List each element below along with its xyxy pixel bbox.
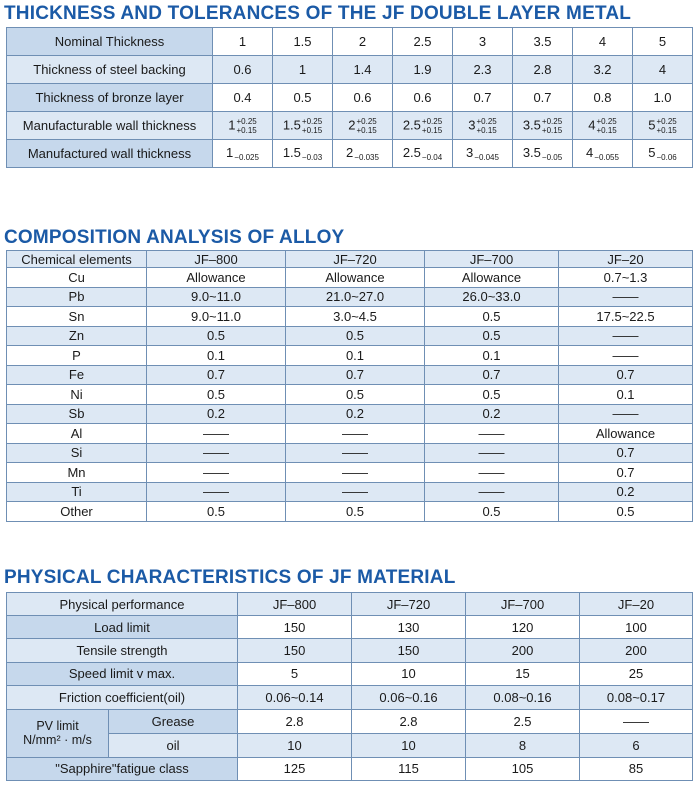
property-value: 0.08~0.17	[580, 686, 693, 709]
composition-value: ——	[286, 463, 425, 483]
tolerance-upper: +0.25	[236, 116, 257, 126]
column-header: Physical performance	[7, 593, 238, 616]
physical-row	[7, 639, 693, 662]
thickness-value: 0.4	[213, 84, 273, 112]
thickness-value: 0.5	[273, 84, 333, 112]
thickness-value: 1.9	[393, 56, 453, 84]
property-value: 100	[580, 616, 693, 639]
mfd-tolerance: −0.03	[301, 153, 323, 162]
pv-value: 8	[466, 733, 580, 757]
column-header: JF–800	[238, 593, 352, 616]
thickness-value: 0.7	[513, 84, 573, 112]
tolerance-upper: +0.25	[301, 116, 323, 126]
property-value: 25	[580, 662, 693, 685]
composition-value: ——	[147, 443, 286, 463]
column-header: Chemical elements	[7, 251, 147, 268]
composition-value: 0.7	[559, 463, 693, 483]
element-name: Fe	[7, 365, 147, 385]
row-label: Thickness of steel backing	[7, 56, 213, 84]
composition-value: 0.1	[559, 385, 693, 405]
property-value: 200	[466, 639, 580, 662]
thickness-value: 0.6	[393, 84, 453, 112]
mfd-tolerance: −0.05	[541, 153, 563, 162]
manufactured-thickness-value	[513, 140, 573, 168]
composition-value: 0.2	[425, 404, 559, 424]
mfd-base: 3.5	[522, 145, 541, 160]
tolerance-upper: +0.25	[421, 116, 443, 126]
composition-value: 0.2	[286, 404, 425, 424]
composition-value: ——	[425, 482, 559, 502]
thickness-value: 4	[633, 56, 693, 84]
thickness-value: 3	[453, 28, 513, 56]
thickness-value: 1.0	[633, 84, 693, 112]
pv-limit-label	[7, 709, 109, 757]
wall-thickness-value	[333, 112, 393, 140]
mfd-base: 2	[346, 145, 354, 160]
composition-value: 0.2	[147, 404, 286, 424]
element-name: Pb	[7, 287, 147, 307]
property-value: 10	[352, 662, 466, 685]
tolerance	[236, 117, 256, 135]
composition-row	[7, 326, 693, 346]
property-value: 0.08~0.16	[466, 686, 580, 709]
manufactured-thickness-value	[273, 140, 333, 168]
wall-thickness-value	[573, 112, 633, 140]
mfd-tolerance: −0.06	[656, 153, 677, 162]
element-name: Sn	[7, 307, 147, 327]
element-name: Sb	[7, 404, 147, 424]
thickness-row	[7, 84, 693, 112]
composition-value: 26.0~33.0	[425, 287, 559, 307]
thickness-row	[7, 56, 693, 84]
property-value: 150	[238, 639, 352, 662]
column-header: JF–720	[286, 251, 425, 268]
thickness-row	[7, 112, 693, 140]
property-label: Speed limit v max.	[7, 662, 238, 685]
composition-value: ——	[559, 346, 693, 366]
composition-value: 0.1	[286, 346, 425, 366]
manufactured-thickness-value	[333, 140, 393, 168]
property-label: Tensile strength	[7, 639, 238, 662]
composition-value: 0.5	[425, 502, 559, 522]
wall-base: 5	[648, 116, 656, 132]
composition-row	[7, 287, 693, 307]
manufactured-thickness-value	[633, 140, 693, 168]
thickness-value: 1.5	[273, 28, 333, 56]
tolerance	[422, 117, 442, 135]
lubricant-label: Grease	[109, 709, 238, 733]
thickness-value: 0.8	[573, 84, 633, 112]
physical-row	[7, 757, 693, 780]
composition-value: 0.5	[147, 385, 286, 405]
thickness-title: THICKNESS AND TOLERANCES OF THE JF DOUBLE LAYER METAL	[4, 3, 632, 24]
thickness-value: 1	[273, 56, 333, 84]
composition-value: Allowance	[559, 424, 693, 444]
wall-base: 3	[468, 116, 476, 132]
mfd-base: 5	[648, 145, 656, 160]
manufactured-thickness-value	[453, 140, 513, 168]
composition-row	[7, 443, 693, 463]
thickness-value: 3.2	[573, 56, 633, 84]
thickness-table	[6, 27, 693, 168]
row-label: Thickness of bronze layer	[7, 84, 213, 112]
composition-row	[7, 404, 693, 424]
thickness-value: 2.8	[513, 56, 573, 84]
composition-value: Allowance	[286, 268, 425, 288]
composition-row	[7, 502, 693, 522]
tolerance-upper: +0.25	[656, 116, 677, 126]
element-name: Mn	[7, 463, 147, 483]
thickness-value: 4	[573, 28, 633, 56]
pv-value: 10	[352, 733, 466, 757]
property-label: Load limit	[7, 616, 238, 639]
composition-row	[7, 365, 693, 385]
composition-value: 0.2	[559, 482, 693, 502]
composition-value: 0.7~1.3	[559, 268, 693, 288]
element-name: Cu	[7, 268, 147, 288]
thickness-value: 0.7	[453, 84, 513, 112]
mfd-base: 2.5	[402, 145, 421, 160]
composition-value: ——	[286, 482, 425, 502]
composition-row	[7, 346, 693, 366]
pv-value: 2.8	[238, 709, 352, 733]
column-header: JF–700	[466, 593, 580, 616]
property-label: "Sapphire"fatigue class	[7, 757, 238, 780]
column-header: JF–720	[352, 593, 466, 616]
composition-value: 0.5	[286, 326, 425, 346]
row-label: Nominal Thickness	[7, 28, 213, 56]
tolerance-upper: +0.25	[356, 116, 377, 126]
composition-value: ——	[147, 424, 286, 444]
tolerance	[356, 117, 376, 135]
composition-value: ——	[559, 326, 693, 346]
tolerance-upper: +0.25	[596, 116, 617, 126]
physical-row	[7, 686, 693, 709]
mfd-tolerance: −0.035	[354, 153, 379, 162]
wall-base: 1	[228, 116, 236, 132]
element-name: Si	[7, 443, 147, 463]
property-value: 115	[352, 757, 466, 780]
property-value: 5	[238, 662, 352, 685]
composition-value: ——	[559, 287, 693, 307]
property-value: 125	[238, 757, 352, 780]
element-name: Other	[7, 502, 147, 522]
composition-value: 0.5	[147, 502, 286, 522]
pv-label-line2: N/mm² · m/s	[23, 733, 92, 748]
physical-row	[7, 616, 693, 639]
mfd-tolerance: −0.025	[234, 153, 259, 162]
pv-value: 10	[238, 733, 352, 757]
manufactured-thickness-value	[573, 140, 633, 168]
tolerance	[302, 117, 322, 135]
tolerance-lower: +0.15	[236, 125, 257, 135]
composition-value: ——	[286, 443, 425, 463]
pv-value: 2.5	[466, 709, 580, 733]
composition-value: 9.0~11.0	[147, 287, 286, 307]
composition-value: 0.7	[147, 365, 286, 385]
thickness-value: 2	[333, 28, 393, 56]
composition-value: 3.0~4.5	[286, 307, 425, 327]
thickness-value: 0.6	[213, 56, 273, 84]
thickness-value: 1	[213, 28, 273, 56]
tolerance-lower: +0.15	[356, 125, 377, 135]
tolerance-lower: +0.15	[596, 125, 617, 135]
tolerance	[656, 117, 676, 135]
property-value: 0.06~0.14	[238, 686, 352, 709]
physical-row	[7, 662, 693, 685]
composition-row	[7, 424, 693, 444]
mfd-tolerance: −0.055	[594, 153, 619, 162]
composition-value: 0.1	[425, 346, 559, 366]
thickness-value: 2.5	[393, 28, 453, 56]
composition-value: Allowance	[425, 268, 559, 288]
composition-value: 0.7	[425, 365, 559, 385]
property-value: 120	[466, 616, 580, 639]
composition-value: Allowance	[147, 268, 286, 288]
tolerance-upper: +0.25	[476, 116, 497, 126]
wall-base: 2	[348, 116, 356, 132]
tolerance	[542, 117, 562, 135]
composition-value: ——	[559, 404, 693, 424]
physical-table	[6, 592, 693, 781]
property-value: 0.06~0.16	[352, 686, 466, 709]
property-value: 150	[352, 639, 466, 662]
tolerance-lower: +0.15	[301, 125, 323, 135]
thickness-value: 3.5	[513, 28, 573, 56]
composition-row	[7, 482, 693, 502]
thickness-row	[7, 28, 693, 56]
wall-base: 2.5	[402, 116, 421, 132]
column-header: JF–20	[559, 251, 693, 268]
column-header: JF–800	[147, 251, 286, 268]
composition-value: 0.5	[425, 326, 559, 346]
wall-thickness-value	[213, 112, 273, 140]
column-header: JF–20	[580, 593, 693, 616]
composition-value: 0.7	[559, 365, 693, 385]
property-value: 105	[466, 757, 580, 780]
thickness-value: 0.6	[333, 84, 393, 112]
wall-thickness-value	[273, 112, 333, 140]
wall-thickness-value	[633, 112, 693, 140]
element-name: Zn	[7, 326, 147, 346]
composition-value: 0.5	[286, 502, 425, 522]
property-value: 85	[580, 757, 693, 780]
composition-value: 0.5	[425, 307, 559, 327]
property-value: 15	[466, 662, 580, 685]
wall-base: 4	[588, 116, 596, 132]
row-label: Manufactured wall thickness	[7, 140, 213, 168]
pv-row	[7, 733, 693, 757]
tolerance	[596, 117, 616, 135]
thickness-value: 5	[633, 28, 693, 56]
composition-value: ——	[286, 424, 425, 444]
composition-title: COMPOSITION ANALYSIS OF ALLOY	[4, 227, 345, 248]
element-name: Ti	[7, 482, 147, 502]
wall-thickness-value	[513, 112, 573, 140]
mfd-base: 1	[226, 145, 234, 160]
composition-row	[7, 463, 693, 483]
composition-value: ——	[147, 463, 286, 483]
composition-row	[7, 307, 693, 327]
composition-value: 0.5	[559, 502, 693, 522]
pv-value: 6	[580, 733, 693, 757]
property-value: 150	[238, 616, 352, 639]
column-header: JF–700	[425, 251, 559, 268]
mfd-tolerance: −0.045	[474, 153, 499, 162]
composition-row	[7, 385, 693, 405]
composition-value: ——	[425, 463, 559, 483]
physical-header-row	[7, 593, 693, 616]
mfd-base: 3	[466, 145, 474, 160]
composition-table	[6, 250, 693, 522]
pv-value: 2.8	[352, 709, 466, 733]
pv-value: ——	[580, 709, 693, 733]
element-name: Al	[7, 424, 147, 444]
element-name: P	[7, 346, 147, 366]
manufactured-thickness-value	[213, 140, 273, 168]
mfd-base: 4	[586, 145, 594, 160]
property-value: 130	[352, 616, 466, 639]
tolerance-lower: +0.15	[656, 125, 677, 135]
composition-row	[7, 268, 693, 288]
composition-value: 0.7	[286, 365, 425, 385]
physical-title: PHYSICAL CHARACTERISTICS OF JF MATERIAL	[4, 567, 456, 588]
composition-value: ——	[425, 443, 559, 463]
composition-value: 0.5	[286, 385, 425, 405]
tolerance-lower: +0.15	[541, 125, 563, 135]
composition-value: ——	[147, 482, 286, 502]
element-name: Ni	[7, 385, 147, 405]
property-label: Friction coefficient(oil)	[7, 686, 238, 709]
thickness-value: 1.4	[333, 56, 393, 84]
row-label: Manufacturable wall thickness	[7, 112, 213, 140]
tolerance-lower: +0.15	[476, 125, 497, 135]
tolerance-lower: +0.15	[421, 125, 443, 135]
lubricant-label: oil	[109, 733, 238, 757]
composition-header-row	[7, 251, 693, 268]
tolerance-upper: +0.25	[541, 116, 563, 126]
tolerance	[476, 117, 496, 135]
wall-base: 3.5	[522, 116, 541, 132]
composition-value: 0.7	[559, 443, 693, 463]
manufactured-thickness-value	[393, 140, 453, 168]
wall-thickness-value	[393, 112, 453, 140]
composition-value: 9.0~11.0	[147, 307, 286, 327]
thickness-value: 2.3	[453, 56, 513, 84]
mfd-tolerance: −0.04	[421, 153, 443, 162]
wall-thickness-value	[453, 112, 513, 140]
composition-value: ——	[425, 424, 559, 444]
mfd-base: 1.5	[282, 145, 301, 160]
property-value: 200	[580, 639, 693, 662]
composition-value: 0.1	[147, 346, 286, 366]
pv-label-line1: PV limit	[36, 719, 79, 734]
wall-base: 1.5	[282, 116, 301, 132]
composition-value: 0.5	[147, 326, 286, 346]
pv-row	[7, 709, 693, 733]
thickness-row	[7, 140, 693, 168]
composition-value: 21.0~27.0	[286, 287, 425, 307]
composition-value: 17.5~22.5	[559, 307, 693, 327]
composition-value: 0.5	[425, 385, 559, 405]
